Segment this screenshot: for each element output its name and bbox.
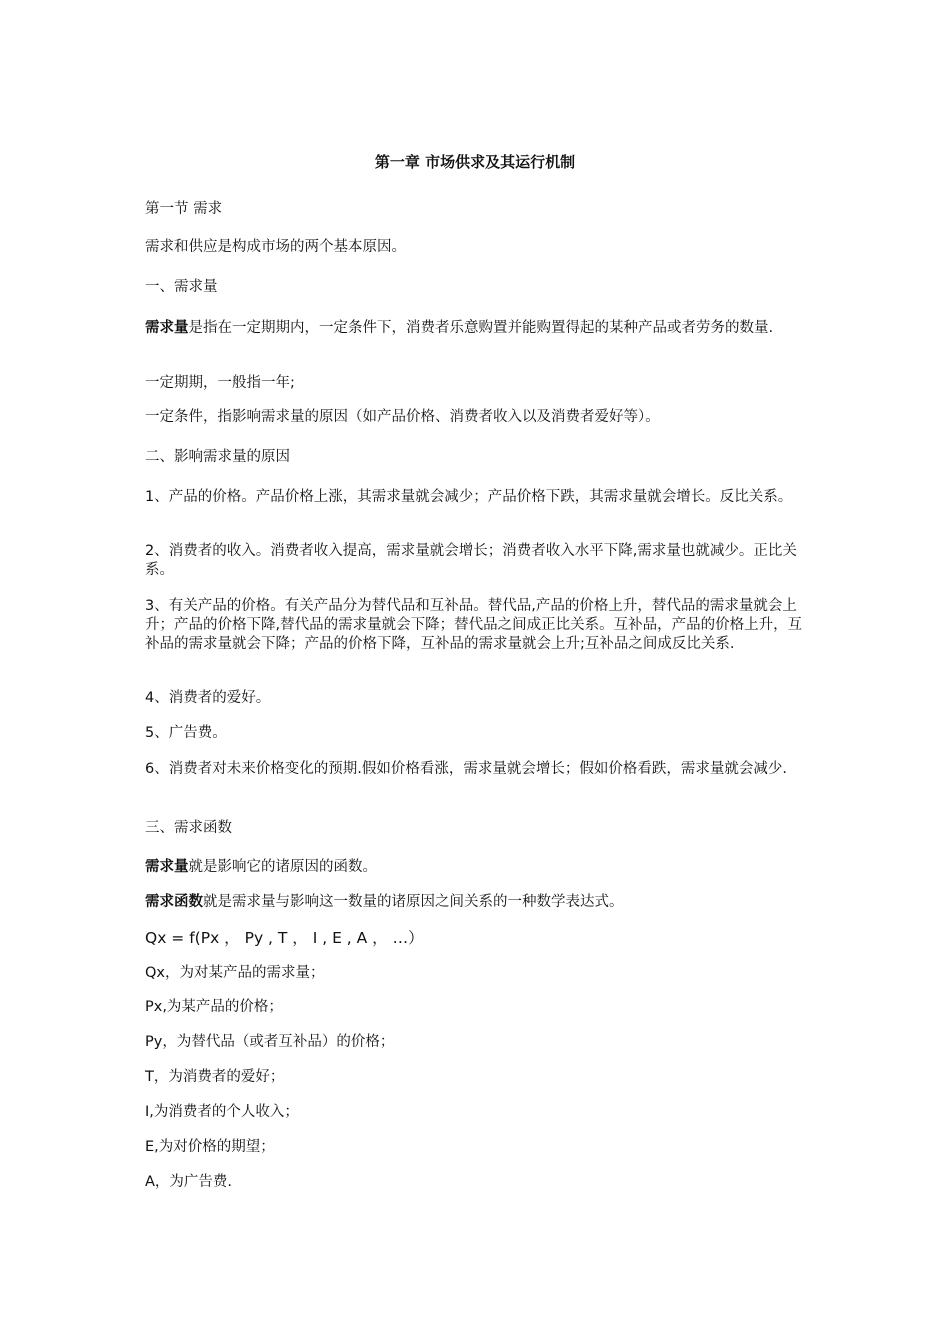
variable-px: Px,为某产品的价格； — [145, 999, 283, 1015]
function-paragraph — [145, 893, 810, 912]
chapter-title: 第一章 市场供求及其运行机制 — [374, 153, 576, 171]
factor-preference: 4、消费者的爱好。 — [145, 690, 271, 706]
factor-related-products: 3、有关产品的价格。有关产品分为替代品和互补品。替代品,产品的价格上升，替代品的需求量就会上升；产品的价格下降,替代品的需求量就会下降；替代品之间成正比关系。互补品，产品的价格上升，互补品的需求量就会下降；产品的价格下降，互补品的需求量就会上升;互补品之间成反比关系. — [145, 598, 803, 652]
function-term: 需求函数 — [145, 894, 203, 910]
variable-a: A，为广告费. — [145, 1174, 233, 1190]
definition-text: 是指在一定期期内，一定条件下，消费者乐意购置并能购置得起的某种产品或者劳务的数量. — [188, 320, 774, 336]
definition-term: 需求量 — [145, 320, 189, 336]
quantity-text: 就是影响它的诸原因的函数。 — [188, 859, 377, 875]
quantity-paragraph — [145, 858, 810, 877]
function-text: 就是需求量与影响这一数量的诸原因之间关系的一种数学表达式。 — [203, 894, 624, 910]
period-paragraph: 一定期期，一般指一年; — [145, 375, 295, 391]
factor-income: 2、消费者的收入。消费者收入提高，需求量就会增长；消费者收入水平下降,需求量也就减少。正比关系。 — [145, 543, 797, 578]
condition-paragraph: 一定条件，指影响需求量的原因（如产品价格、消费者收入以及消费者爱好等）。 — [145, 409, 660, 425]
variable-t: T，为消费者的爱好； — [145, 1069, 285, 1085]
heading-demand-quantity: 一、需求量 — [145, 279, 218, 295]
factor-price: 1、产品的价格。产品价格上涨，其需求量就会减少；产品价格下跌，其需求量就会增长。反比关系。 — [145, 489, 793, 505]
heading-demand-function: 三、需求函数 — [145, 820, 232, 836]
variable-py: Py，为替代品（或者互补品）的价格； — [145, 1034, 395, 1050]
definition-paragraph — [145, 319, 810, 338]
intro-paragraph: 需求和供应是构成市场的两个基本原因。 — [145, 239, 406, 255]
section-heading: 第一节 需求 — [145, 201, 223, 217]
demand-formula: Qx = f(Px ， Py , T ， I , E , A ， …） — [145, 929, 424, 947]
quantity-term: 需求量 — [145, 859, 189, 875]
factor-advertising: 5、广告费。 — [145, 725, 227, 741]
factor-expectation: 6、消费者对未来价格变化的预期.假如价格看涨，需求量就会增长；假如价格看跌，需求量就会减少. — [145, 761, 787, 777]
variable-i: I,为消费者的个人收入； — [145, 1104, 299, 1120]
variable-e: E,为对价格的期望； — [145, 1139, 275, 1155]
variable-qx: Qx，为对某产品的需求量； — [145, 965, 325, 981]
heading-factors: 二、影响需求量的原因 — [145, 449, 290, 465]
